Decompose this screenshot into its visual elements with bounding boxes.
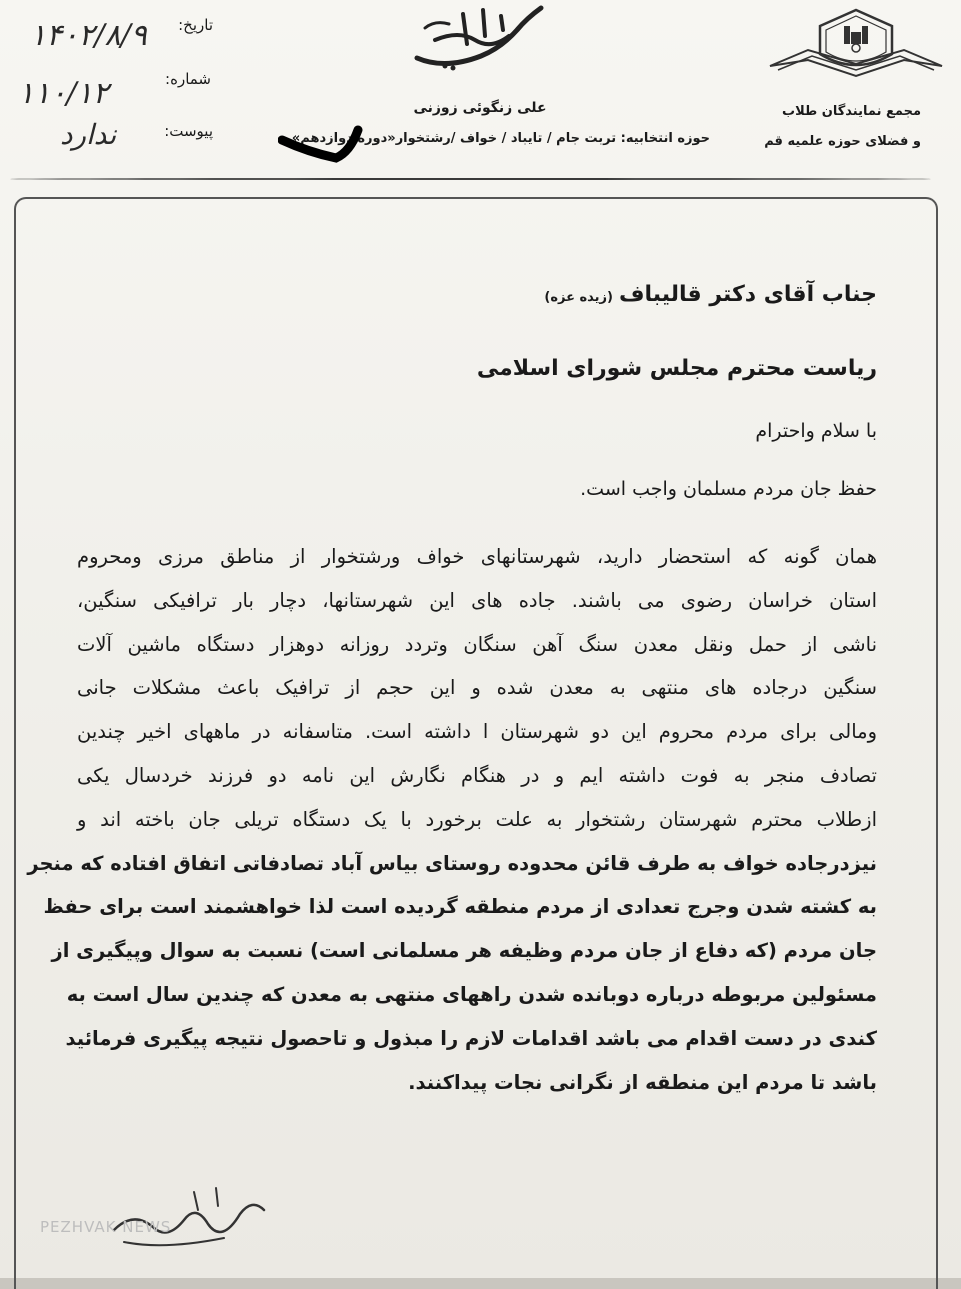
body-line: به کشته شدن وجرج تعدادی از مردم منطقه گردیده است لذا خواهشمند است برای حفظ bbox=[43, 895, 877, 919]
date-value: ۱۴۰۲/۸/۹ bbox=[30, 18, 147, 53]
body-line: تصادف منجر به فوت داشته ایم و در هنگام نگارش این نامه دو فرزند خردسال یکی bbox=[77, 763, 877, 787]
body-line: نیزدرجاده خواف به طرف قائن محدوده روستای بیاس آباد تصادفاتی اتفاق افتاده که منجر bbox=[27, 851, 877, 875]
recipient-title: ریاست محترم مجلس شورای اسلامی bbox=[476, 356, 877, 381]
mp-name: علی زنگوئی زوزنی bbox=[413, 100, 547, 116]
letter-body bbox=[27, 535, 877, 1104]
body-line: همان گونه که استحضار دارید، شهرستانهای خواف ورشتخوار از مناطق مرزی ومحروم bbox=[77, 545, 877, 568]
header-divider bbox=[10, 178, 931, 180]
body-line: باشد تا مردم این منطقه از نگرانی نجات پیداکنند. bbox=[408, 1070, 877, 1094]
salutation bbox=[544, 282, 877, 307]
intro-sentence: حفظ جان مردم مسلمان واجب است. bbox=[580, 478, 877, 500]
body-line: استان خراسان رضوی می باشند. جاده های این شهرستانها، دچار بار ترافیکی سنگین، bbox=[77, 588, 877, 612]
body-line: ناشی از حمل ونقل معدن سنگ آهن سنگان وتردد روزانه دوهزار دستگاه ماشین آلات bbox=[77, 632, 877, 656]
news-watermark: PEZHVAK NEWS bbox=[40, 1218, 172, 1236]
greeting: با سلام واحترام bbox=[755, 420, 877, 442]
org-name-line-2: و فضلای حوزه علمیه قم bbox=[764, 134, 921, 149]
constituency-line: حوزه انتخابیه: تربت جام / تایباد / خواف /رشتخوار«دوره دوازدهم» bbox=[291, 131, 710, 146]
attachment-label: پیوست: bbox=[164, 122, 213, 140]
number-label: شماره: bbox=[165, 70, 211, 88]
org-name-line-1: مجمع نمایندگان طلاب bbox=[782, 104, 921, 119]
body-line: ازطلاب محترم شهرستان رشتخوار به علت برخورد با یک دستگاه تریلی جان باخته اند و bbox=[77, 807, 877, 831]
honorific: (زیده عزه) bbox=[544, 290, 613, 305]
body-line: کندی در دست اقدام می باشد اقدامات لازم را مبذول و تاحصول نتیجه پیگیری فرمائید bbox=[65, 1026, 877, 1050]
salutation-name: جناب آقای دکتر قالیباف bbox=[618, 282, 877, 307]
letterhead bbox=[0, 0, 961, 185]
number-value: ۱۱۰/۱۲ bbox=[18, 76, 109, 111]
body-line: سنگین درجاده های منتهی به معدن شده و این حجم از ترافیک باعث مشکلات جانی bbox=[77, 676, 877, 700]
bismihi-calligraphy bbox=[405, 0, 555, 80]
redaction-mark bbox=[278, 122, 368, 166]
body-line: مسئولین مربوطه درباره دوبانده شدن راههای منتهی به معدن که چندین سال است به bbox=[66, 982, 877, 1006]
seminary-emblem-logo bbox=[768, 4, 944, 86]
body-line: ومالی برای مردم محروم این دو شهرستان ا داشته است. متاسفانه در ماههای اخیر چندین bbox=[77, 720, 877, 744]
attachment-value: ندارد bbox=[60, 118, 117, 151]
body-line: جان مردم (که دفاع از جان مردم وظیفه هر مسلمانی است) نسبت به سوال وپیگیری از bbox=[51, 939, 877, 963]
date-label: تاریخ: bbox=[178, 16, 213, 34]
